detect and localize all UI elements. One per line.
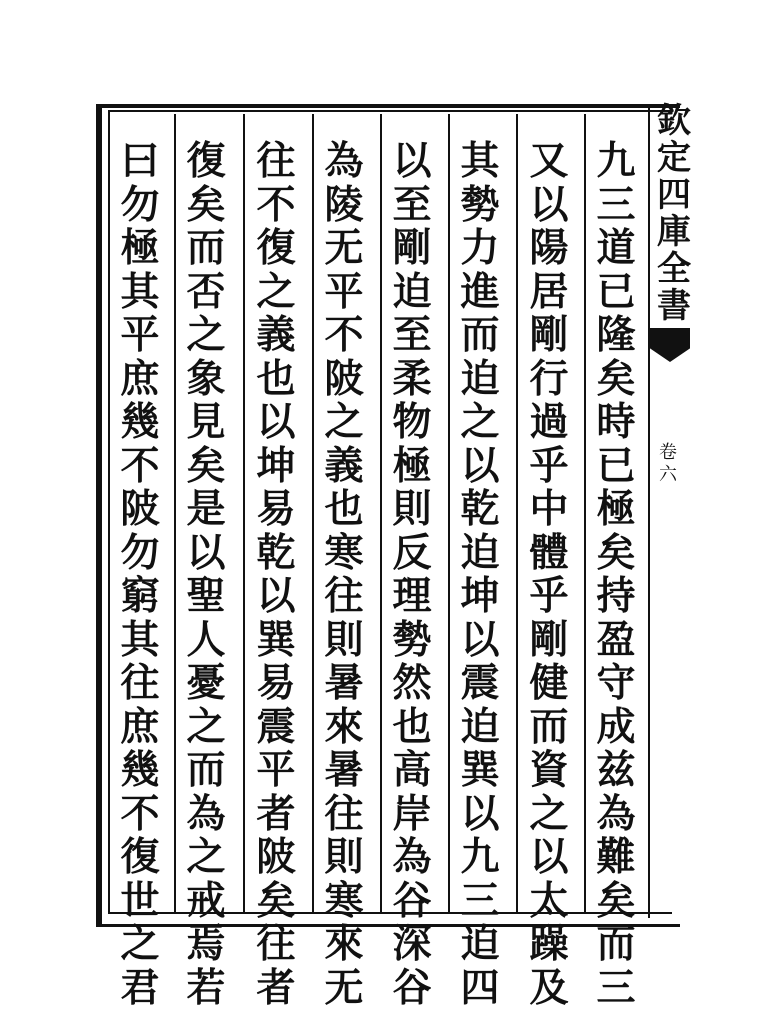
character: 迫 [460,703,500,750]
character: 无 [324,225,364,271]
character: 者 [256,790,296,837]
character: 之 [186,312,226,358]
character: 中 [529,486,569,532]
text-column-4 [384,138,440,1012]
character: 陂 [120,486,160,532]
character: 勢 [392,616,432,663]
character: 憂 [186,660,226,706]
column-rule [516,114,518,912]
character: 之 [120,921,160,967]
character: 不 [120,790,160,837]
character: 也 [392,703,432,750]
character: 平 [256,747,296,793]
margin-volume-char: 六 [659,464,677,485]
character: 是 [186,486,226,532]
margin-title-char: 定 [657,138,691,178]
character: 成 [596,703,636,750]
character: 道 [596,225,636,271]
character: 矣 [186,181,226,228]
character: 之 [460,399,500,445]
column-rule [380,114,382,912]
character: 幾 [120,747,160,793]
margin-title-char: 庫 [657,212,691,252]
character: 乎 [529,573,569,619]
margin-volume-label [654,444,682,488]
character: 以 [529,181,569,228]
character: 平 [324,268,364,315]
character: 迫 [460,921,500,967]
character: 易 [256,486,296,532]
character: 巽 [256,616,296,663]
character: 至 [392,312,432,358]
character: 迫 [460,355,500,402]
character: 高 [392,747,432,793]
character: 義 [324,442,364,489]
character: 勿 [120,181,160,228]
character: 迫 [460,529,500,576]
character: 則 [324,834,364,880]
column-rule [648,106,650,918]
character: 盈 [596,616,636,663]
character: 九 [460,834,500,880]
character: 其 [460,138,500,184]
character: 陂 [324,355,364,402]
column-rule [243,114,245,912]
character: 矣 [256,877,296,924]
character: 來 [324,703,364,750]
character: 則 [324,616,364,663]
margin-volume-char: 卷 [659,442,677,463]
character: 以 [186,529,226,576]
character: 曰 [120,138,160,184]
character: 不 [256,181,296,228]
character: 以 [392,138,432,184]
character: 迫 [392,268,432,315]
character: 巽 [460,747,500,793]
character: 寒 [324,877,364,924]
character: 勿 [120,529,160,576]
character: 以 [529,834,569,880]
character: 健 [529,660,569,706]
character: 乎 [529,442,569,489]
character: 往 [256,138,296,184]
character: 庶 [120,355,160,402]
character: 陂 [256,834,296,880]
character: 復 [186,138,226,184]
character: 往 [324,790,364,837]
character: 柔 [392,355,432,402]
character: 之 [186,703,226,750]
character: 兹 [596,747,636,793]
character: 極 [392,442,432,489]
column-rule [584,114,586,912]
character: 矣 [596,877,636,924]
character: 極 [596,486,636,532]
column-rule [312,114,314,912]
margin-title-char: 四 [657,175,691,215]
character: 以 [256,573,296,619]
margin-title-char: 書 [657,286,691,326]
character: 谷 [392,964,432,1011]
character: 往 [324,573,364,619]
character: 居 [529,268,569,315]
character: 君 [120,964,160,1011]
character: 暑 [324,660,364,706]
character: 行 [529,355,569,402]
character: 復 [256,225,296,271]
character: 又 [529,138,569,184]
text-column-3 [452,138,508,1012]
character: 力 [460,225,500,271]
character: 已 [596,442,636,489]
character: 以 [460,790,500,837]
character: 乾 [256,529,296,576]
text-column-8 [112,138,168,1012]
character: 往 [256,921,296,967]
character: 三 [596,181,636,228]
character: 為 [186,790,226,837]
character: 而 [529,703,569,750]
character: 九 [596,138,636,184]
character: 剛 [529,312,569,358]
text-column-5 [316,138,372,1012]
character: 過 [529,399,569,445]
character: 而 [186,747,226,793]
character: 震 [256,703,296,750]
character: 易 [256,660,296,706]
character: 而 [460,312,500,358]
character: 矣 [596,355,636,402]
character: 幾 [120,399,160,445]
character: 至 [392,181,432,228]
character: 難 [596,834,636,880]
character: 矣 [186,442,226,489]
character: 太 [529,877,569,924]
character: 剛 [392,225,432,271]
column-rule [174,114,176,912]
text-column-1 [588,138,644,1012]
text-column-2 [521,138,577,1012]
character: 來 [324,921,364,967]
character: 三 [596,964,636,1011]
character: 體 [529,529,569,576]
character: 其 [120,616,160,663]
character: 以 [460,616,500,663]
character: 矣 [596,529,636,576]
character: 坤 [460,573,500,619]
character: 否 [186,268,226,315]
character: 焉 [186,921,226,967]
character: 物 [392,399,432,445]
character: 往 [120,660,160,706]
character: 若 [186,964,226,1011]
character: 及 [529,964,569,1011]
character: 以 [256,399,296,445]
character: 而 [186,225,226,271]
character: 然 [392,660,432,706]
character: 復 [120,834,160,880]
character: 理 [392,573,432,619]
margin-title-char: 欽 [657,101,691,141]
character: 也 [256,355,296,402]
character: 為 [596,790,636,837]
character: 隆 [596,312,636,358]
character: 而 [596,921,636,967]
character: 其 [120,268,160,315]
character: 資 [529,747,569,793]
character: 之 [256,268,296,315]
character: 人 [186,616,226,663]
character: 陽 [529,225,569,271]
character: 守 [596,660,636,706]
character: 不 [324,312,364,358]
margin-book-title [652,101,696,326]
character: 深 [392,921,432,967]
character: 之 [529,790,569,837]
character: 震 [460,660,500,706]
margin-title-char: 全 [657,249,691,289]
character: 為 [324,138,364,184]
character: 躁 [529,921,569,967]
character: 世 [120,877,160,924]
character: 谷 [392,877,432,924]
character: 聖 [186,573,226,619]
character: 之 [186,834,226,880]
character: 以 [460,442,500,489]
character: 庶 [120,703,160,750]
character: 見 [186,399,226,445]
character: 四 [460,964,500,1011]
character: 三 [460,877,500,924]
character: 持 [596,573,636,619]
column-rule [448,114,450,912]
character: 義 [256,312,296,358]
character: 者 [256,964,296,1011]
character: 平 [120,312,160,358]
character: 窮 [120,573,160,619]
character: 暑 [324,747,364,793]
character: 寒 [324,529,364,576]
character: 不 [120,442,160,489]
character: 則 [392,486,432,532]
character: 極 [120,225,160,271]
character: 岸 [392,790,432,837]
character: 象 [186,355,226,402]
text-column-7 [178,138,234,1012]
character: 陵 [324,181,364,228]
character: 坤 [256,442,296,489]
character: 已 [596,268,636,315]
character: 戒 [186,877,226,924]
character: 為 [392,834,432,880]
character: 時 [596,399,636,445]
character: 進 [460,268,500,315]
text-column-6 [248,138,304,1012]
character: 反 [392,529,432,576]
character: 勢 [460,181,500,228]
character: 也 [324,486,364,532]
character: 无 [324,964,364,1011]
character: 之 [324,399,364,445]
character: 乾 [460,486,500,532]
character: 剛 [529,616,569,663]
